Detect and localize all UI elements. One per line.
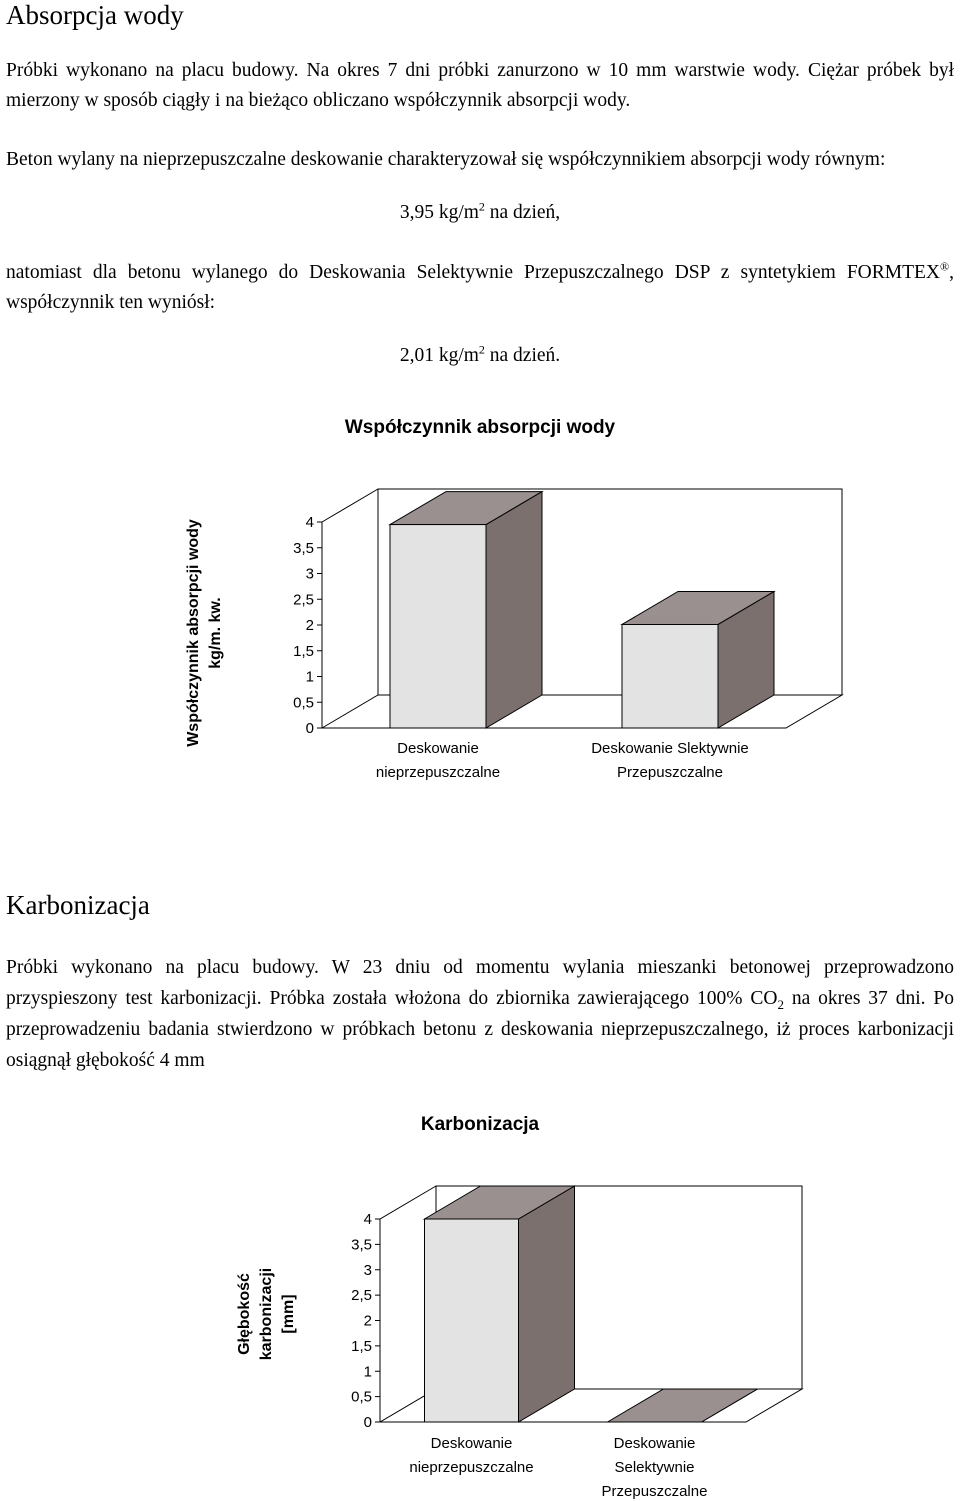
y-tick-label: 4 [363, 1211, 372, 1228]
category-label: Deskowanie [430, 1435, 513, 1452]
y-tick-label: 4 [305, 514, 314, 531]
category-label: Selektywnie [614, 1459, 695, 1476]
y-tick-label: 1 [363, 1363, 372, 1381]
y-tick-label: 0,5 [351, 1388, 372, 1406]
section-heading-carbonation: Karbonizacja [6, 890, 150, 920]
y-tick-label: 3 [363, 1261, 372, 1279]
bar [425, 1219, 519, 1422]
y-tick-label: 3 [305, 565, 314, 583]
chart-title-carbonation: Karbonizacja [420, 1114, 540, 1135]
section-heading-absorption: Absorpcja wody [6, 0, 184, 30]
category-label: nieprzepuszczalne [409, 1459, 534, 1476]
chart-ylabel-carbonation: Głębokość karbonizacji [mm] [236, 1267, 297, 1361]
category-label: Deskowanie Slektywnie [591, 740, 749, 757]
paragraph-impermeable-formwork: Beton wylany na nieprzepuszczalne deskowanie charakteryzował się współczynnikiem absorpcji wody równym: [6, 149, 886, 170]
chart-ylabel-absorption: Współczynnik absorpcji wody kg/m. kw. [185, 519, 224, 747]
y-tick-label: 1,5 [351, 1337, 372, 1355]
chart-title-absorption: Współczynnik absorpcji wody [344, 417, 616, 438]
y-tick-label: 0,5 [293, 694, 314, 712]
y-tick-label: 3,5 [293, 539, 314, 557]
y-tick-label: 0 [363, 1414, 372, 1431]
bar-top [608, 1389, 758, 1422]
category-label: Przepuszczalne [617, 764, 723, 781]
paragraph-dsp-formwork: natomiast dla betonu wylanego do Deskowania Selektywnie Przepuszczalnego DSP z syntetykiem FORMTEX®, współczynnik ten wyniósł: [6, 259, 954, 313]
y-tick-label: 3,5 [351, 1236, 372, 1254]
absorption-value-dsp: 2,01 $kg/m^2$ na dzień. [399, 342, 561, 366]
paragraph-absorption-method: Próbki wykonano na placu budowy. Na okres 7 dni próbki zanurzono w 10 mm warstwie wody. Ciężar próbek był mierzony w sposób ciągły i na bieżąco obliczano współczynnik absorpcji wody. [6, 60, 954, 111]
category-label: Deskowanie [613, 1435, 696, 1452]
y-tick-label: 2,5 [351, 1287, 372, 1305]
bar-side [519, 1186, 575, 1422]
absorption-value-impermeable: 3,95 $kg/m^2$ na dzień, [399, 199, 561, 223]
y-tick-label: 0 [305, 720, 314, 737]
y-tick-label: 2 [363, 1312, 372, 1330]
paragraph-carbonation-method: Próbki wykonano na placu budowy. W 23 dniu od momentu wylania mieszanki betonowej przeprowadzono przyspieszony test karbonizacji. Próbka została włożona do zbiornika zawierającego 100% $CO_2$ na okres 37 dni. Po przeprowadzeniu badania stwierdzono w próbkach betonu z deskowania nieprzepuszczalnego, iż proces karbonizacji osiągnął głębokość 4 mm [6, 957, 954, 1071]
y-tick-label: 1 [305, 668, 314, 686]
category-label: Deskowanie [397, 740, 479, 757]
y-tick-label: 1,5 [293, 642, 314, 660]
y-tick-label: 2 [305, 617, 314, 634]
category-label: Przepuszczalne [601, 1483, 708, 1500]
category-label: nieprzepuszczalne [375, 764, 501, 781]
chart-wall-edge [380, 1186, 436, 1219]
y-tick-label: 2,5 [293, 591, 314, 609]
